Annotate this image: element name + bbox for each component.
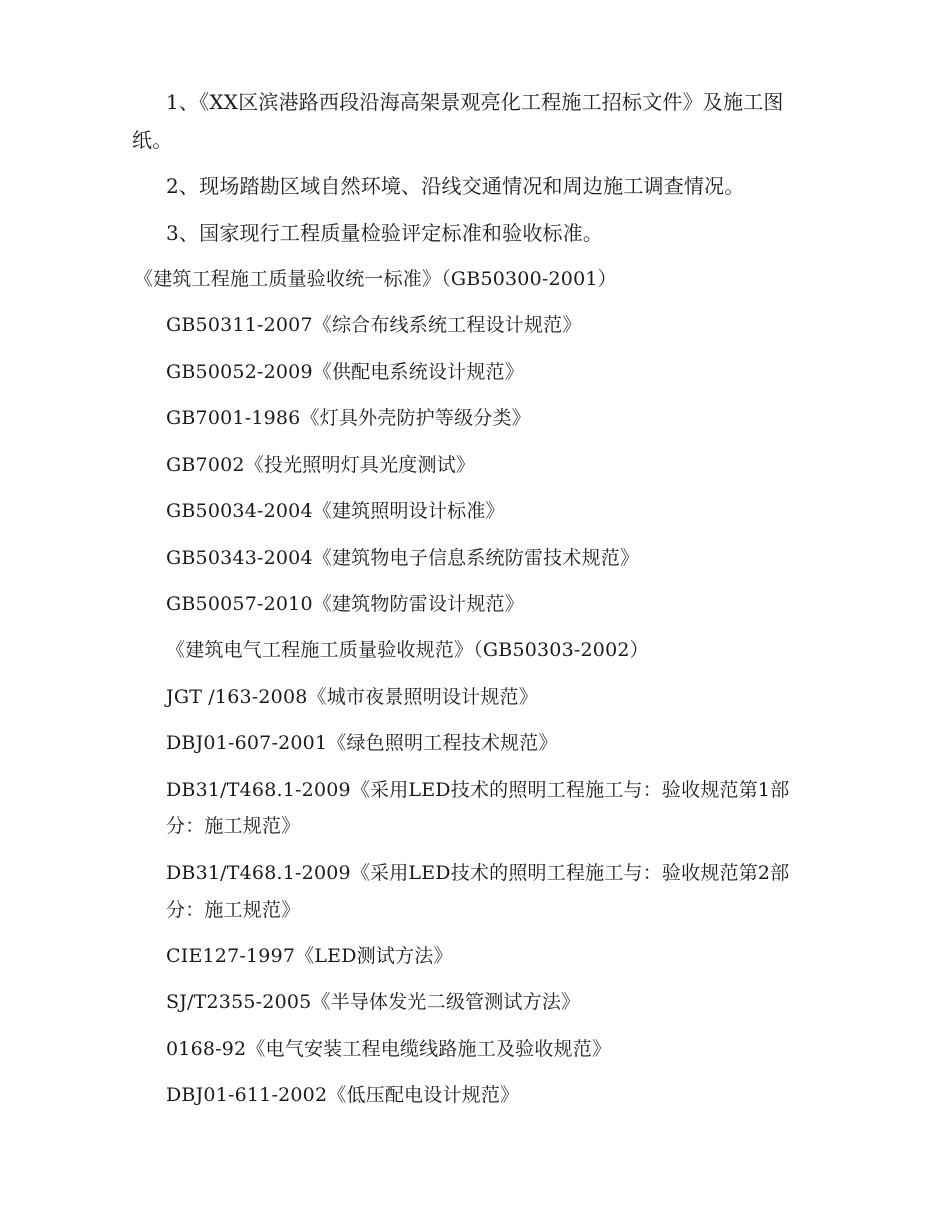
standard-item: GB7002《投光照明灯具光度测试》 bbox=[166, 454, 476, 476]
standard-item: GB50034-2004《建筑照明设计标准》 bbox=[166, 500, 505, 522]
standard-item: GB50343-2004《建筑物电子信息系统防雷技术规范》 bbox=[166, 547, 640, 569]
paragraph-1-line-2: 纸。 bbox=[132, 128, 173, 152]
standard-item: CIE127-1997《LED测试方法》 bbox=[166, 945, 453, 967]
standard-item: 0168-92《电气安装工程电缆线路施工及验收规范》 bbox=[166, 1038, 612, 1060]
standard-item: GB50052-2009《供配电系统设计规范》 bbox=[166, 361, 524, 383]
standard-item: SJ/T2355-2005《半导体发光二级管测试方法》 bbox=[166, 991, 581, 1013]
paragraph-2: 2、现场踏勘区域自然环境、沿线交通情况和周边施工调查情况。 bbox=[166, 174, 745, 198]
standard-item: 《建筑工程施工质量验收统一标准》（GB50300-2001） bbox=[134, 268, 617, 290]
standard-item: JGT /163-2008《城市夜景照明设计规范》 bbox=[166, 686, 538, 708]
standard-item: 《建筑电气工程施工质量验收规范》（GB50303-2002） bbox=[166, 639, 649, 661]
standard-item-line-1: DB31/T468.1-2009《采用LED技术的照明工程施工与：验收规范第1部 bbox=[166, 779, 790, 801]
standard-item-line-2: 分：施工规范》 bbox=[166, 815, 301, 837]
standard-item: DBJ01-607-2001《绿色照明工程技术规范》 bbox=[166, 732, 558, 754]
standard-item-line-1: DB31/T468.1-2009《采用LED技术的照明工程施工与：验收规范第2部 bbox=[166, 862, 790, 884]
standard-item: GB7001-1986《灯具外壳防护等级分类》 bbox=[166, 407, 531, 429]
standard-item: DBJ01-611-2002《低压配电设计规范》 bbox=[166, 1084, 520, 1106]
standard-item: GB50311-2007《综合布线系统工程设计规范》 bbox=[166, 314, 582, 336]
paragraph-1-line-1: 1、《XX区滨港路西段沿海高架景观亮化工程施工招标文件》及施工图 bbox=[166, 90, 784, 114]
standard-item: GB50057-2010《建筑物防雷设计规范》 bbox=[166, 593, 524, 615]
standard-item-line-2: 分：施工规范》 bbox=[166, 899, 301, 921]
paragraph-3: 3、国家现行工程质量检验评定标准和验收标准。 bbox=[166, 221, 604, 245]
